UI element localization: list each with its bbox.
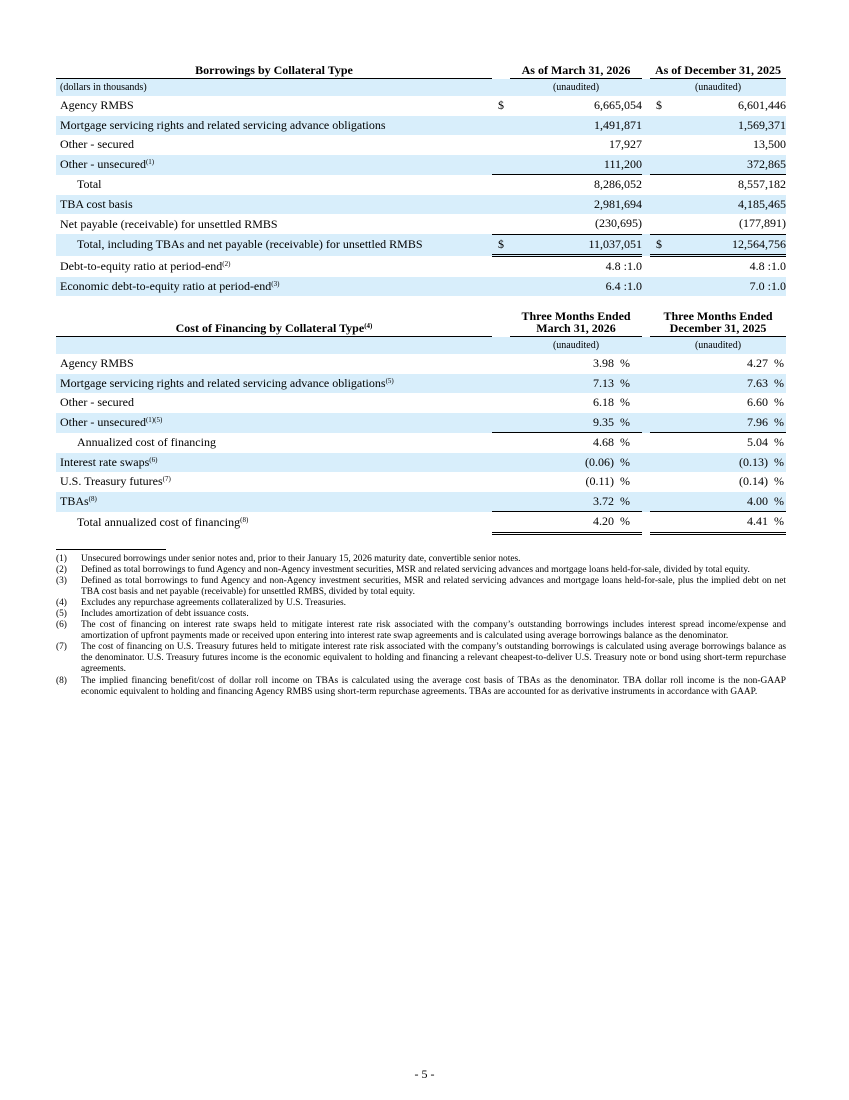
units-note: (dollars in thousands) xyxy=(56,79,492,97)
value-mar-2026: 3.98 xyxy=(593,356,614,371)
unaudited-label: (unaudited) xyxy=(510,79,642,97)
percent-sign: % xyxy=(768,374,786,394)
percent-sign: % xyxy=(614,512,642,534)
value-mar-2026: 6,665,054 xyxy=(594,98,642,113)
row-label: Economic debt-to-equity ratio at period-end xyxy=(60,278,272,293)
percent-sign: % xyxy=(614,453,642,473)
value-dec-2025: 4.27 xyxy=(747,356,769,371)
percent-sign: % xyxy=(620,435,630,450)
table-row xyxy=(56,256,786,277)
borrowings-title: Borrowings by Collateral Type xyxy=(56,62,492,79)
percent-sign: % xyxy=(620,356,630,371)
value-dec-2025: 4,185,465 xyxy=(668,195,786,215)
percent-sign: % xyxy=(614,492,642,512)
unaudited-label: (unaudited) xyxy=(650,337,786,355)
row-label: Annualized cost of financing xyxy=(77,435,216,449)
col-dec-2025: As of December 31, 2025 xyxy=(650,62,786,79)
row-label: Total xyxy=(77,177,102,191)
currency-symbol: $ xyxy=(498,98,504,113)
value-dec-2025: (177,891) xyxy=(668,214,786,234)
table-row xyxy=(56,512,786,534)
value-dec-2025: 5.04 xyxy=(747,435,769,450)
value-dec-2025: 4.8 :1.0 xyxy=(749,259,786,274)
row-label: Other - unsecured xyxy=(60,415,146,429)
row-label: Other - secured xyxy=(60,395,134,410)
footnote-ref: (1) xyxy=(145,158,155,166)
table-row xyxy=(56,374,786,394)
table-row xyxy=(56,354,786,374)
percent-sign: % xyxy=(774,435,785,450)
footnote-number: (1) xyxy=(56,553,67,564)
table-row xyxy=(56,472,786,492)
table-row xyxy=(56,453,786,473)
row-label: Total annualized cost of financing xyxy=(77,514,241,529)
table-row xyxy=(56,234,786,256)
financing-title: Cost of Financing by Collateral Type xyxy=(175,321,365,335)
financing-table xyxy=(56,310,786,535)
footnote-number: (3) xyxy=(56,575,67,586)
footnote-text: The cost of financing on interest rate swaps held to mitigate interest rate risk associated with the company’s outstanding borrowings includes interest spread income/expense and amortization of upfront payments made or received upon entering into interest rate swap agreements and is calculated using average borrowings balance as the denominator. xyxy=(81,620,786,642)
value-dec-2025: 1,569,371 xyxy=(668,116,786,136)
footnote-ref: (8) xyxy=(88,495,97,503)
table-row xyxy=(56,413,786,433)
value-mar-2026: 1,491,871 xyxy=(510,116,642,136)
percent-sign: % xyxy=(768,512,786,534)
value-mar-2026: 4.8 :1.0 xyxy=(605,259,642,274)
footnote xyxy=(56,576,786,598)
row-label: TBA cost basis xyxy=(56,195,492,215)
table-row xyxy=(56,214,786,234)
footnote-number: (4) xyxy=(56,597,67,608)
percent-sign: % xyxy=(768,453,786,473)
footnote-ref: (3) xyxy=(271,279,280,288)
row-label: Interest rate swaps xyxy=(60,454,150,469)
footnote-text: Unsecured borrowings under senior notes and, prior to their January 15, 2026 maturity date, convertible senior notes. xyxy=(81,553,521,564)
value-dec-2025: 7.63 xyxy=(668,374,768,394)
footnote-ref: (6) xyxy=(149,455,158,464)
row-label: U.S. Treasury futures xyxy=(60,474,163,489)
value-mar-2026: 2,981,694 xyxy=(510,195,642,215)
table-row xyxy=(56,433,786,453)
currency-symbol: $ xyxy=(656,98,662,113)
value-dec-2025: 4.00 xyxy=(668,492,768,512)
value-mar-2026: 3.72 xyxy=(510,492,614,512)
footnote xyxy=(56,609,786,620)
footnote xyxy=(56,554,786,565)
row-label: Other - unsecured xyxy=(60,157,146,171)
value-mar-2026: (0.11) xyxy=(585,474,614,489)
row-label: Mortgage servicing rights and related servicing advance obligations xyxy=(56,116,492,136)
value-dec-2025: 7.96 xyxy=(668,413,768,433)
value-mar-2026: 11,037,051 xyxy=(510,234,642,256)
value-mar-2026: 4.20 xyxy=(510,512,614,534)
value-dec-2025: 6.60 xyxy=(747,395,769,410)
footnote-text: The cost of financing on U.S. Treasury futures held to mitigate interest rate risk associated with the company’s outstanding borrowings is calculated using average borrowings balance as the denominator. U.S. Treasury futures income is the economic equivalent to holding and financing a relevant cheapest-to-deliver U.S. Treasury note or bond using short-term repurchase agreements. xyxy=(81,642,786,675)
value-dec-2025: 12,564,756 xyxy=(668,234,786,256)
value-dec-2025: 372,865 xyxy=(668,155,786,175)
value-mar-2026: 6.4 :1.0 xyxy=(510,277,642,297)
row-label: Agency RMBS xyxy=(60,98,134,113)
footnotes xyxy=(56,549,786,698)
page-number: - 5 - xyxy=(414,1067,435,1081)
table-row xyxy=(56,393,786,413)
value-dec-2025: 6,601,446 xyxy=(738,98,786,113)
percent-sign: % xyxy=(774,395,785,410)
percent-sign: % xyxy=(774,474,785,489)
currency-symbol: $ xyxy=(492,234,510,256)
value-dec-2025: 4.41 xyxy=(668,512,768,534)
footnote-ref: (2) xyxy=(222,259,231,268)
footnote-text: Includes amortization of debt issuance costs. xyxy=(81,608,249,619)
document-page xyxy=(56,0,786,698)
percent-sign: % xyxy=(768,492,786,512)
row-label: Net payable (receivable) for unsettled RMBS xyxy=(60,216,278,231)
value-mar-2026: (230,695) xyxy=(510,214,642,234)
percent-sign: % xyxy=(614,413,642,433)
percent-sign: % xyxy=(620,474,630,489)
footnote-ref: (8) xyxy=(240,515,249,524)
value-dec-2025: (0.14) xyxy=(739,474,769,489)
footnote xyxy=(56,642,786,675)
table-row xyxy=(56,195,786,215)
table-row xyxy=(56,175,786,195)
footnote xyxy=(56,676,786,698)
value-mar-2026: 17,927 xyxy=(609,137,642,152)
value-mar-2026: 6.18 xyxy=(593,395,614,410)
table-row xyxy=(56,116,786,136)
footnote xyxy=(56,598,786,609)
table-row xyxy=(56,277,786,297)
col-mar-2026: March 31, 2026 xyxy=(536,321,616,335)
footnote-number: (7) xyxy=(56,642,67,653)
footnote-text: Excludes any repurchase agreements collateralized by U.S. Treasuries. xyxy=(81,597,347,608)
footnote-ref: (4) xyxy=(364,322,373,330)
footnote xyxy=(56,565,786,576)
table-row xyxy=(56,492,786,512)
unaudited-label: (unaudited) xyxy=(510,337,642,355)
table-row xyxy=(56,135,786,155)
col-header-line1: Three Months Ended xyxy=(663,309,773,323)
value-dec-2025: 8,557,182 xyxy=(738,177,786,192)
footnote-text: The implied financing benefit/cost of dollar roll income on TBAs is calculated using the average cost basis of TBAs as the denominator. TBA dollar roll income is the non-GAAP economic equivalent to holding and financing Agency RMBS using short-term repurchase agreements. TBAs are accounted for as derivative instruments in accordance with GAAP. xyxy=(81,675,786,697)
value-mar-2026: 8,286,052 xyxy=(594,177,642,192)
currency-symbol: $ xyxy=(650,234,668,256)
footnote-ref: (1)(5) xyxy=(145,416,163,424)
footnote-text: Defined as total borrowings to fund Agency and non-Agency investment securities, MSR and related servicing advances and mortgage loans held-for-sale, divided by total equity. xyxy=(81,564,750,575)
value-mar-2026: 9.35 xyxy=(510,413,614,433)
value-dec-2025: (0.13) xyxy=(668,453,768,473)
percent-sign: % xyxy=(614,374,642,394)
col-dec-2025: December 31, 2025 xyxy=(669,321,767,335)
percent-sign: % xyxy=(768,413,786,433)
row-label: Mortgage servicing rights and related servicing advance obligations xyxy=(60,375,386,390)
percent-sign: % xyxy=(620,395,630,410)
row-label: Debt-to-equity ratio at period-end xyxy=(60,258,223,273)
value-mar-2026: 7.13 xyxy=(510,374,614,394)
unaudited-label: (unaudited) xyxy=(650,79,786,97)
value-mar-2026: (0.06) xyxy=(510,453,614,473)
value-dec-2025: 13,500 xyxy=(753,137,786,152)
footnote xyxy=(56,620,786,642)
value-mar-2026: 111,200 xyxy=(510,155,642,175)
borrowings-table xyxy=(56,62,786,296)
table-row xyxy=(56,155,786,175)
col-header-line1: Three Months Ended xyxy=(521,309,631,323)
percent-sign: % xyxy=(774,356,785,371)
row-label: Agency RMBS xyxy=(60,356,134,371)
table-row xyxy=(56,96,786,116)
footnote-ref: (7) xyxy=(162,475,171,484)
value-dec-2025: 7.0 :1.0 xyxy=(668,277,786,297)
footnote-number: (2) xyxy=(56,564,67,575)
row-label: Total, including TBAs and net payable (receivable) for unsettled RMBS xyxy=(56,234,492,256)
footnote-number: (8) xyxy=(56,675,67,686)
row-label: Other - secured xyxy=(60,137,134,152)
value-mar-2026: 4.68 xyxy=(593,435,614,450)
footnote-ref: (5) xyxy=(385,376,394,385)
row-label: TBAs xyxy=(60,494,89,508)
footnote-number: (6) xyxy=(56,620,67,631)
footnote-number: (5) xyxy=(56,608,67,619)
footnote-divider xyxy=(56,549,166,550)
footnote-text: Defined as total borrowings to fund Agency and non-Agency investment securities, MSR and related servicing advances and mortgage loans held-for-sale, plus the implied debt on net TBA cost basis and net payable (receivable) for unsettled RMBS, divided by total equity. xyxy=(81,575,786,597)
col-mar-2026: As of March 31, 2026 xyxy=(510,62,642,79)
